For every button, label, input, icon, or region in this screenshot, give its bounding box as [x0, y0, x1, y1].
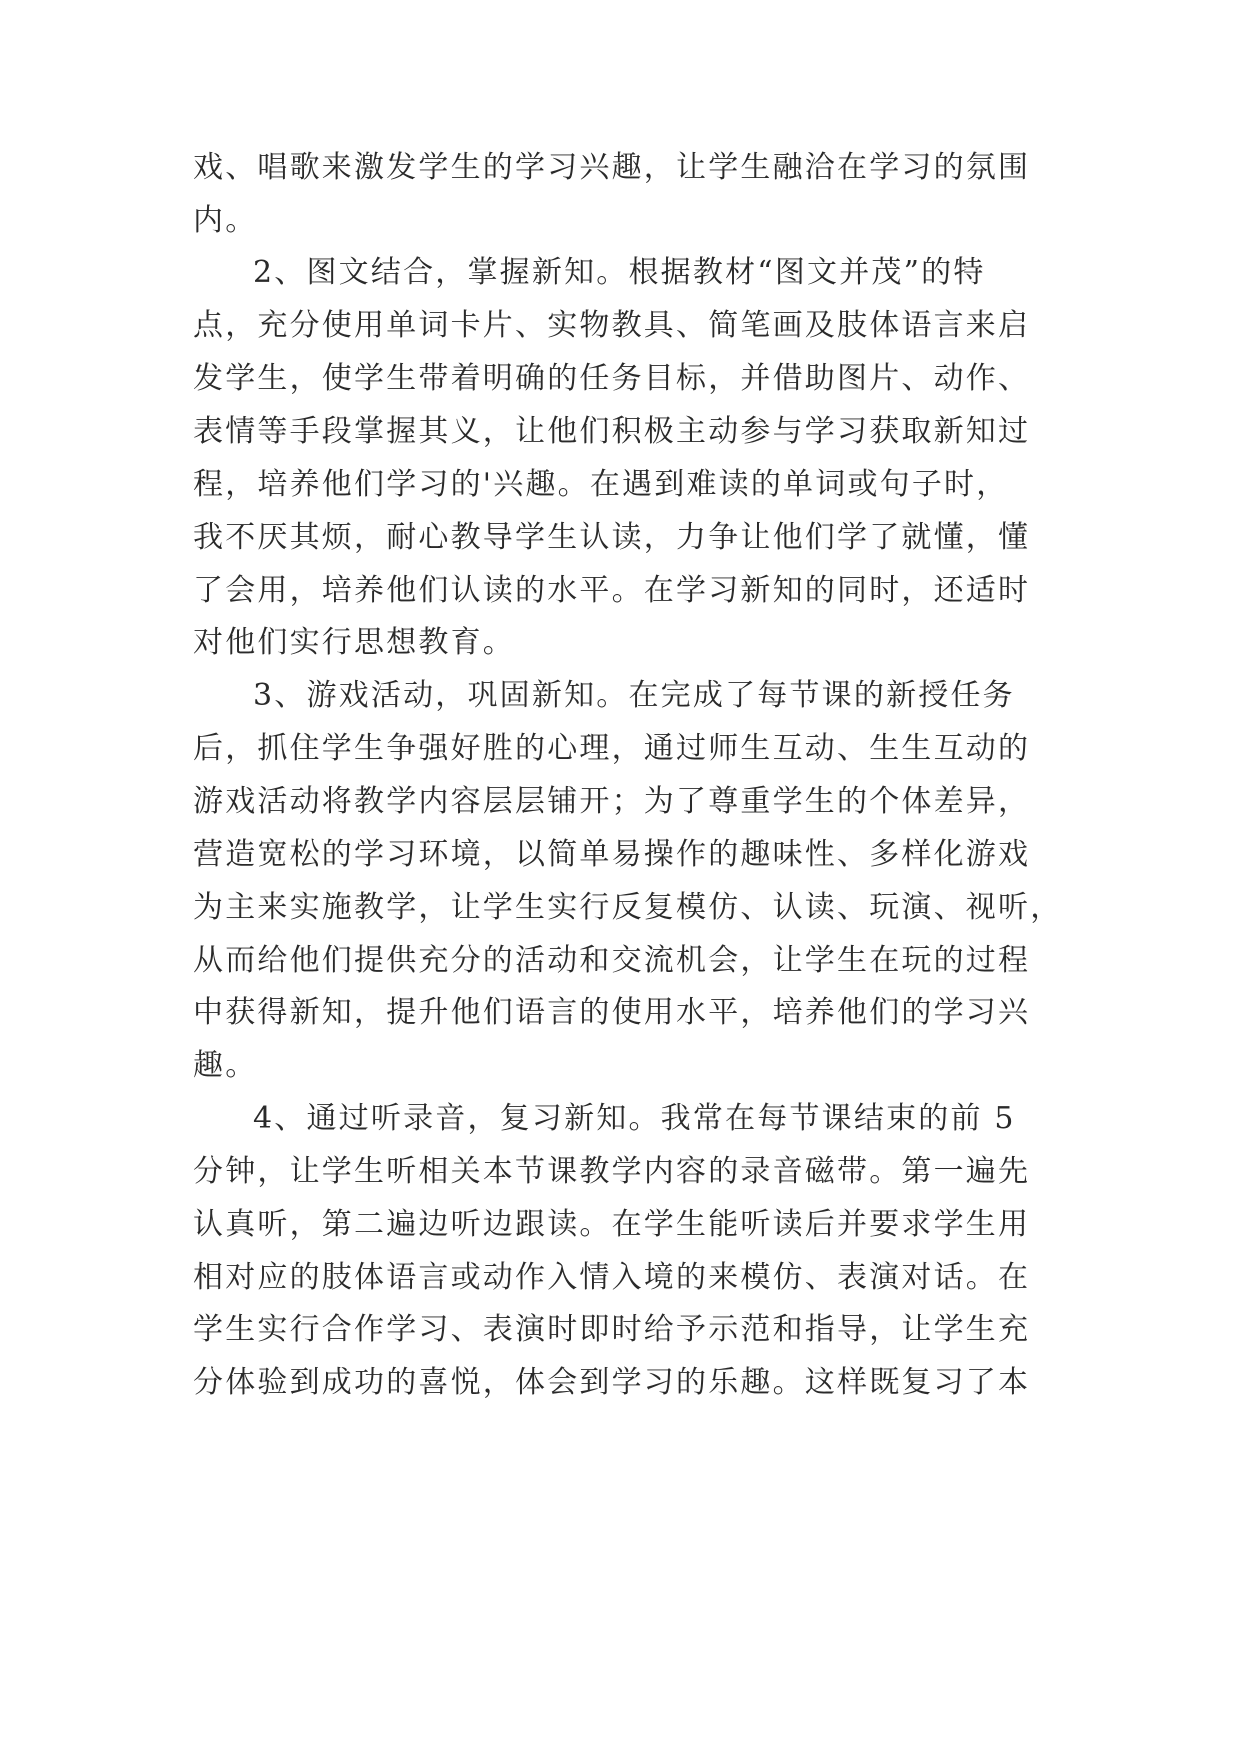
text-line: 为主来实施教学，让学生实行反复模仿、认读、玩演、视听，	[193, 890, 1063, 925]
paragraph-start-line: 3、游戏活动，巩固新知。在完成了每节课的新授任务	[253, 678, 1015, 713]
text-line: 内。	[193, 203, 258, 238]
text-line: 分钟，让学生听相关本节课教学内容的录音磁带。第一遍先	[193, 1154, 1031, 1189]
text-line: 学生实行合作学习、表演时即时给予示范和指导，让学生充	[193, 1312, 1031, 1347]
text-line: 后，抓住学生争强好胜的心理，通过师生互动、生生互动的	[193, 731, 1031, 766]
text-line: 我不厌其烦，耐心教导学生认读，力争让他们学了就懂，懂	[193, 520, 1031, 555]
paragraph-start-line: 4、通过听录音，复习新知。我常在每节课结束的前 5	[253, 1101, 1016, 1136]
text-line: 相对应的肢体语言或动作入情入境的来模仿、表演对话。在	[193, 1260, 1031, 1295]
text-line: 表情等手段掌握其义，让他们积极主动参与学习获取新知过	[193, 414, 1031, 449]
text-line: 点，充分使用单词卡片、实物教具、简笔画及肢体语言来启	[193, 308, 1031, 343]
text-line: 对他们实行思想教育。	[193, 625, 515, 660]
text-line: 认真听，第二遍边听边跟读。在学生能听读后并要求学生用	[193, 1207, 1031, 1242]
text-line: 程，培养他们学习的'兴趣。在遇到难读的单词或句子时，	[193, 467, 1009, 502]
text-line: 游戏活动将教学内容层层铺开；为了尊重学生的个体差异，	[193, 784, 1031, 819]
text-line: 了会用，培养他们认读的水平。在学习新知的同时，还适时	[193, 573, 1031, 608]
text-line: 中获得新知，提升他们语言的使用水平，培养他们的学习兴	[193, 995, 1031, 1030]
text-line: 从而给他们提供充分的活动和交流机会，让学生在玩的过程	[193, 943, 1031, 978]
text-line: 分体验到成功的喜悦，体会到学习的乐趣。这样既复习了本	[193, 1365, 1031, 1400]
text-line: 发学生，使学生带着明确的任务目标，并借助图片、动作、	[193, 361, 1031, 396]
text-line: 戏、唱歌来激发学生的学习兴趣，让学生融洽在学习的氛围	[193, 150, 1031, 185]
text-line: 趣。	[193, 1048, 258, 1083]
text-line: 营造宽松的学习环境，以简单易操作的趣味性、多样化游戏	[193, 837, 1031, 872]
paragraph-start-line: 2、图文结合，掌握新知。根据教材“图文并茂”的特	[253, 255, 986, 290]
